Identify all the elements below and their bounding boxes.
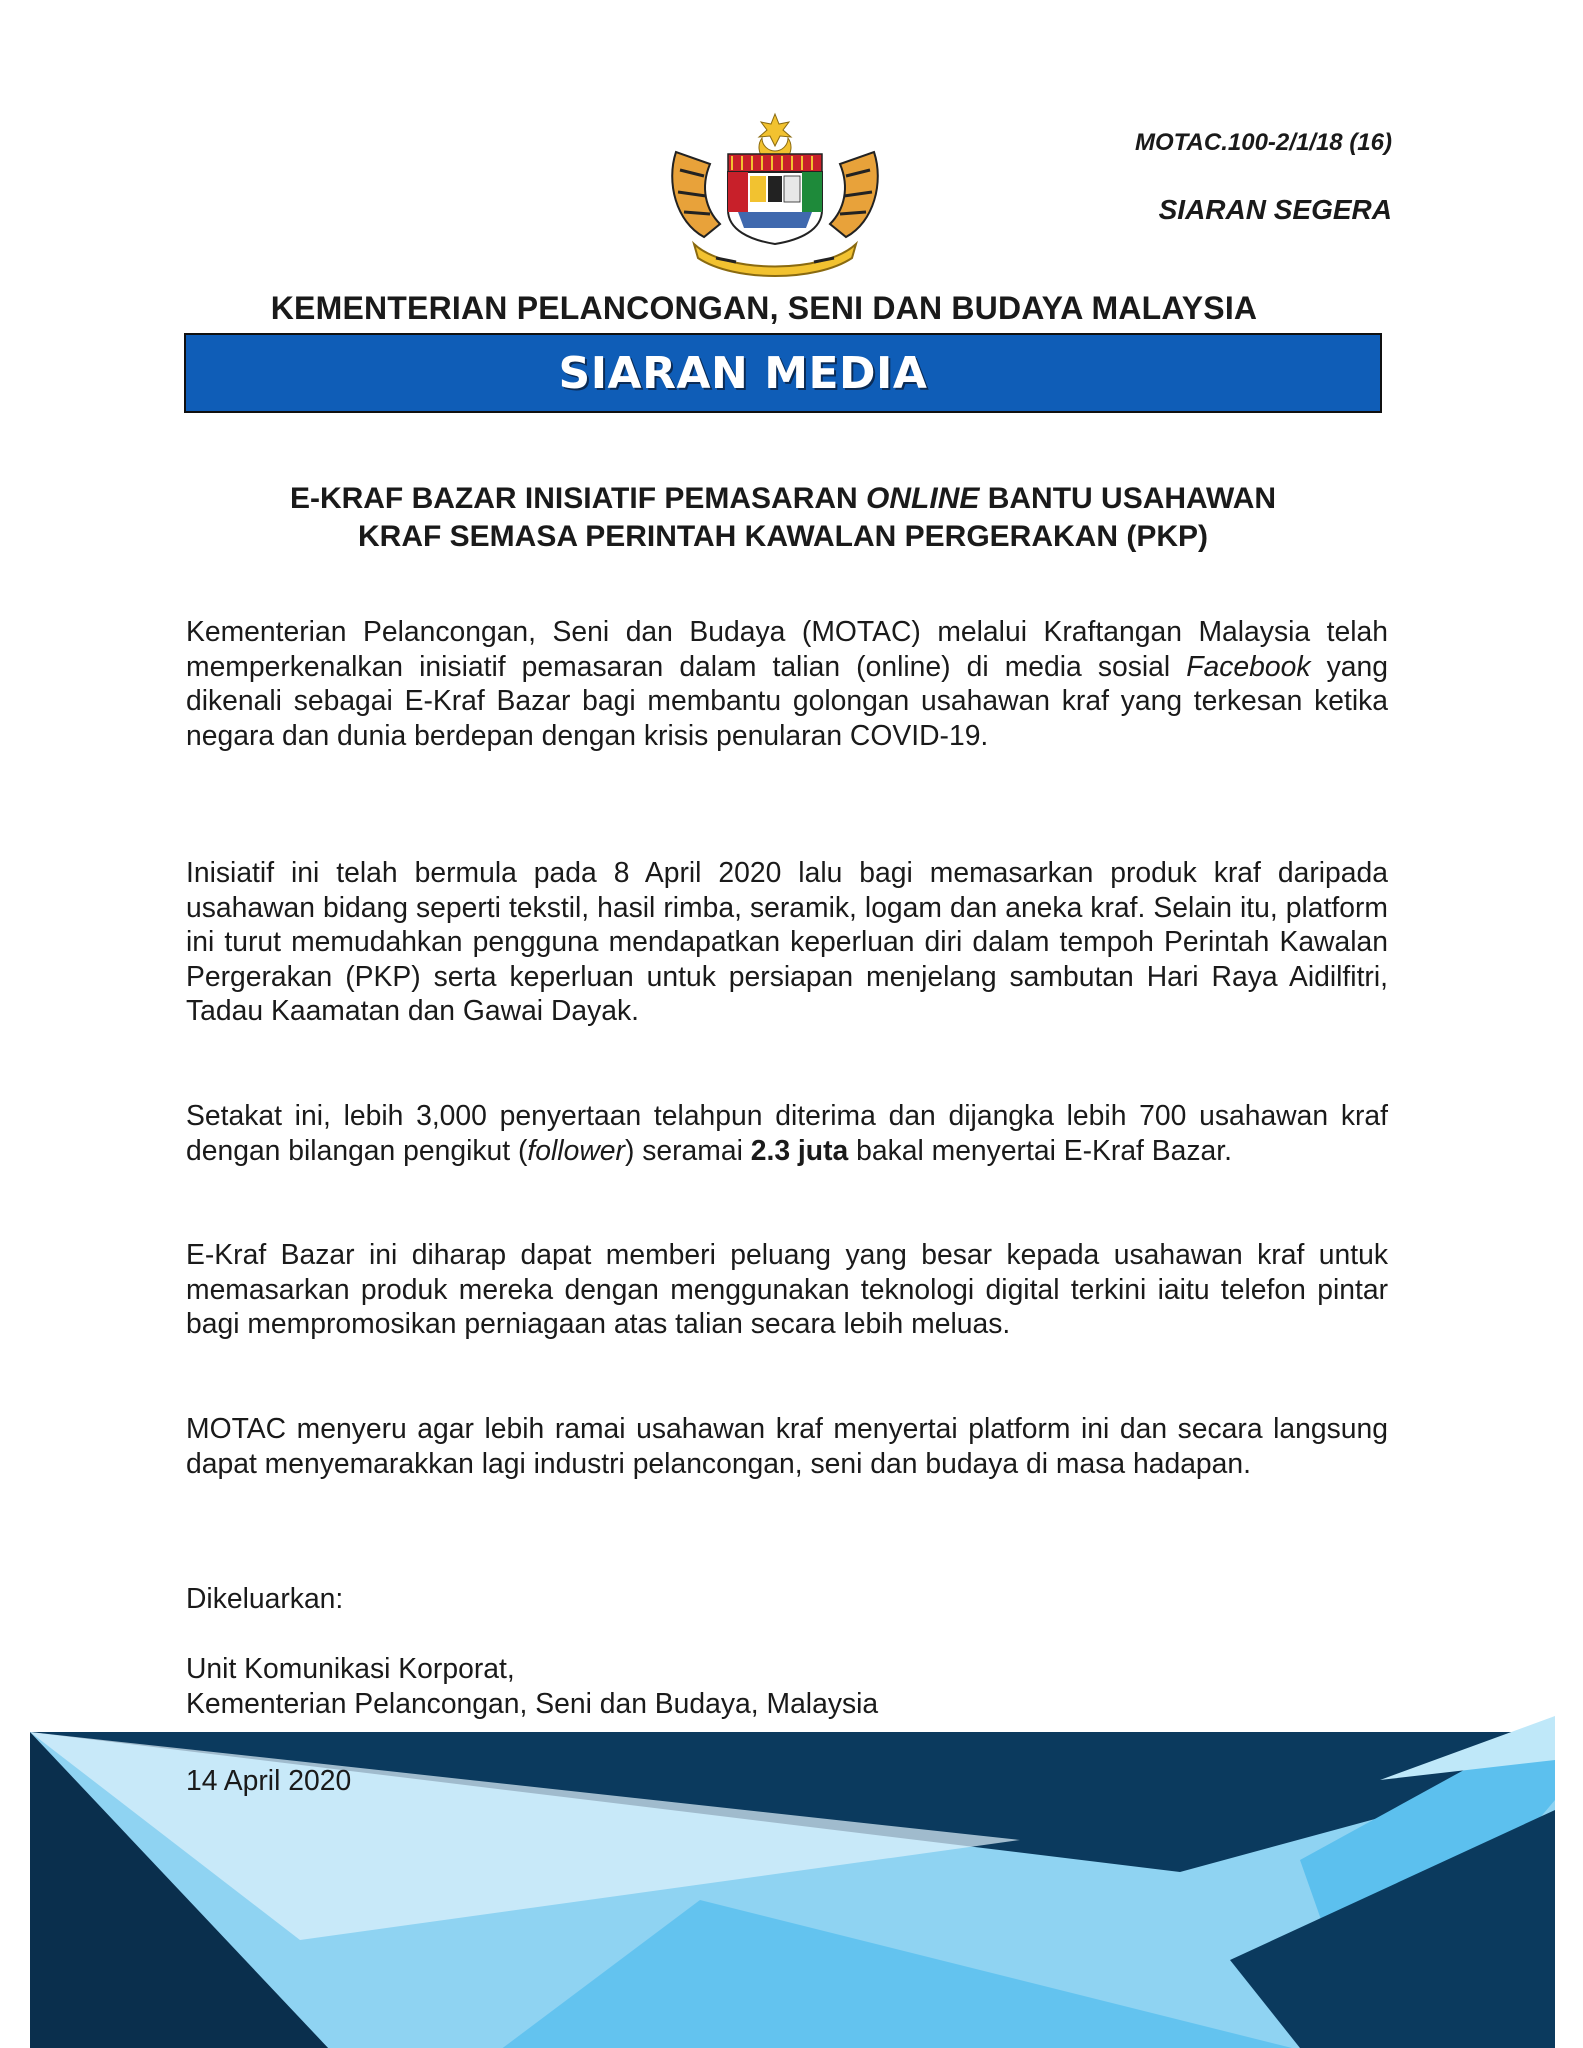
media-release-banner (184, 333, 1382, 413)
headline-line2: KRAF SEMASA PERINTAH KAWALAN PERGERAKAN (PKP) (357, 520, 1209, 553)
paragraph-4: E-Kraf Bazar ini diharap dapat memberi peluang yang besar kepada usahawan kraf untuk memasarkan produk mereka dengan menggunakan teknologi digital terkini iaitu telefon pintar bagi mempromosikan perniagaan atas talian secara lebih meluas. (186, 1238, 1388, 1339)
p3-followers-count: 2.3 juta (750, 1133, 849, 1166)
paragraph-3 (186, 1098, 1388, 1167)
banner-title: SIARAN MEDIA (558, 347, 928, 399)
headline-online: ONLINE (866, 482, 980, 515)
paragraph-2: Inisiatif ini telah bermula pada 8 April 2020 lalu bagi memasarkan produk kraf daripada usahawan bidang seperti tekstil, hasil rimba, seramik, logam dan aneka kraf. Selain itu, platform ini turut memudahkan pengguna mendapatkan keperluan diri dalam tempoh Perintah Kawalan Pergerakan (PKP) serta keperluan untuk persiapan menjelang sambutan Hari Raya Aidilfitri, Tadau Kaamatan dan Gawai Dayak. (186, 856, 1388, 1026)
press-headline (184, 480, 1382, 556)
p3-text-c: bakal menyertai E-Kraf Bazar. (848, 1133, 1232, 1166)
issuer-unit: Unit Komunikasi Korporat, (186, 1652, 515, 1684)
release-date: 14 April 2020 (186, 1764, 352, 1796)
issuer-ministry: Kementerian Pelancongan, Seni dan Budaya, Malaysia (186, 1686, 879, 1719)
p3-text-a: Setakat ini, lebih 3,000 penyertaan telahpun diterima dan dijangka lebih 700 usahawan kraf dengan bilangan pengikut ( (186, 1099, 1388, 1166)
p1-text-b: yang dikenali sebagai E-Kraf Bazar bagi membantu golongan usahawan kraf yang terkesan ketika negara dan dunia berdepan dengan krisis penularan COVID-19. (186, 649, 1388, 751)
coat-of-arms-logo (666, 112, 884, 280)
p1-text-a: Kementerian Pelancongan, Seni dan Budaya (MOTAC) melalui Kraftangan Malaysia telah memperkenalkan inisiatif pemasaran dalam talian (online) di media sosial (186, 615, 1388, 682)
reference-number: MOTAC.100-2/1/18 (16) (1135, 129, 1392, 156)
footer-wave-decoration (0, 1700, 1583, 2048)
headline-part1: E-KRAF BAZAR INISIATIF PEMASARAN (289, 482, 867, 515)
ministry-heading: KEMENTERIAN PELANCONGAN, SENI DAN BUDAYA MALAYSIA (270, 290, 1258, 326)
headline-part2: BANTU USAHAWAN (979, 482, 1277, 515)
issued-label: Dikeluarkan: (186, 1582, 344, 1614)
paragraph-5: MOTAC menyeru agar lebih ramai usahawan kraf menyertai platform ini dan secara langsung dapat menyemarakkan lagi industri pelancongan, seni dan budaya di masa hadapan. (186, 1412, 1388, 1479)
paragraph-1 (186, 614, 1388, 752)
p3-follower: follower (527, 1133, 625, 1166)
release-type: SIARAN SEGERA (1158, 194, 1392, 225)
p3-text-b: ) seramai (624, 1133, 751, 1166)
p1-facebook: Facebook (1186, 649, 1311, 682)
